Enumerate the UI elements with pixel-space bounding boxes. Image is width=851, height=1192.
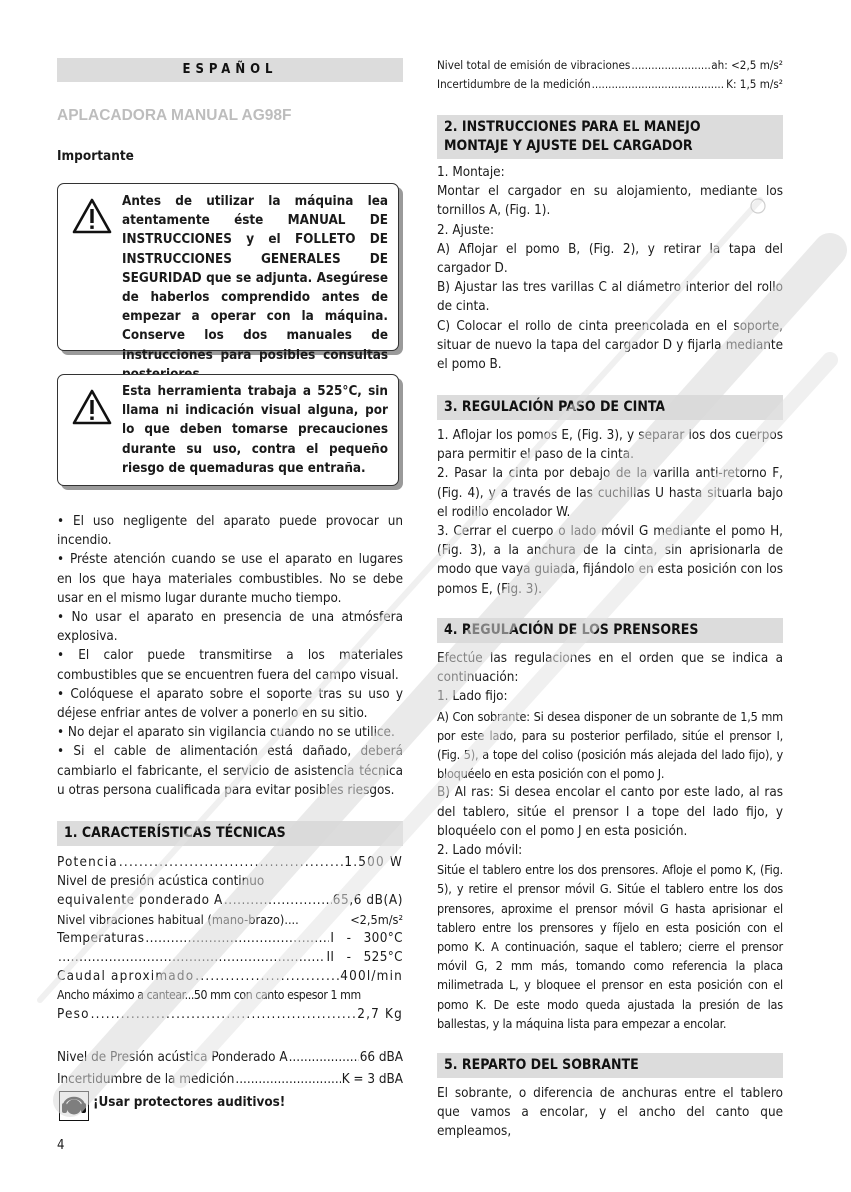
warning-text-manual: Antes de utilizar la máquina lea atentamente éste MANUAL DE INSTRUCCIONES y el FOLLETO DE INSTRUCCIONES GENERALES DE SEGURIDAD que se adjunta. Asegúrese de haberlos comprendido antes de empezar a operar con la máquina. Conserve los dos manuales de instrucciones para posibles consultas [122, 194, 388, 363]
spec-label-ponderado: equivalente ponderado A [57, 893, 223, 908]
paragraph: Sitúe el tablero entre los dos prensores. Afloje el pomo K, (Fig. 5), y retire el prensor móvil G. Sitúe el tablero entre los dos prensores, aproxime el prensor móvil G hasta aprisionar el tablero entre los prensores y fíjelo en esta posición con el pomo K. A continuación, saque el tablero; cierre el prensor móvil G, 2 mm más, tomando como referencia la placa milimetrada L, y bloquee el prensor en esta posición con el pomo K. De este modo queda ajustada la presión de las ballestas, y la máquina lista para empezar a encolar. [437, 862, 783, 1031]
ear-protection-row [57, 1091, 403, 1123]
paragraph: 1. Lado fijo: [437, 689, 508, 705]
vib-emission-label: Nivel total de emisión de vibraciones [437, 58, 631, 72]
paragraph: B) Ajustar las tres varillas C al diámetro interior del rollo de cinta. [437, 280, 783, 315]
section-2-body [437, 163, 783, 374]
paragraph: Efectúe las regulaciones en el orden que se indica a continuación: [437, 651, 783, 686]
spec-value-incertidumbre: K = 3 dBA [341, 1072, 403, 1087]
spec-value-peso: 2,7 Kg [357, 1007, 403, 1022]
section-4-body [437, 649, 783, 1033]
spec-value-presion: 66 dBA [359, 1050, 403, 1065]
ear-protection-text: ¡Usar protectores auditivos! [93, 1095, 286, 1110]
safety-list [57, 512, 403, 800]
paragraph: 3. Cerrar el cuerpo o lado móvil G mediante el pomo H, (Fig. 3), a la anchura de la cinta, sin aprisionarla de modo que vaya guiada, fijándolo en esta posición con los pomos E, (Fig. 3). [437, 524, 783, 597]
tech-specs [57, 853, 403, 1024]
vib-incert-value: K: 1,5 m/s² [726, 77, 783, 91]
safety-item: • Préste atención cuando se use el aparato en lugares en los que haya materiales combustibles. No se debe usar en el mismo lugar durante mucho tiempo. [57, 552, 403, 606]
safety-item: • No usar el aparato en presencia de una atmósfera explosiva. [57, 610, 403, 645]
document-title: APLACADORA MANUAL AG98F [57, 107, 292, 124]
spec-ancho: Ancho máximo a cantear...50 mm con canto espesor 1 mm [57, 988, 361, 1002]
paragraph: Montar el cargador en su alojamiento, mediante los tornillos A, (Fig. 1). [437, 184, 783, 219]
page-number: 4 [57, 1138, 65, 1153]
warning-triangle-icon [72, 389, 112, 425]
section-4-heading: 4. REGULACIÓN DE LOS PRENSORES [437, 618, 783, 643]
section-3-heading: 3. REGULACIÓN PASO DE CINTA [437, 395, 783, 420]
paragraph: C) Colocar el rollo de cinta preencolada en el soporte, situar de nuevo la tapa del cargador D y fijarla mediante el pomo B. [437, 318, 783, 373]
safety-item: • El uso negligente del aparato puede provocar un incendio. [57, 514, 403, 549]
paragraph: B) Al ras: Si desea encolar el canto por este lado, al ras del tablero, sitúe el prensor I a tope del lado fijo, y bloquéelo con el pomo J en esta posición. [437, 785, 783, 839]
section-5-body [437, 1084, 783, 1142]
spec-value-ponderado: 65,6 dB(A) [332, 893, 403, 908]
spec-label-vibraciones: Nivel vibraciones habitual (mano-brazo).... [57, 912, 299, 927]
safety-item: • No dejar el aparato sin vigilancia cuando no se utilice. [57, 725, 395, 741]
safety-item: • El calor puede transmitirse a los materiales combustibles que se encuentren fuera del campo visual. [57, 648, 403, 683]
ear-protection-icon [59, 1091, 89, 1121]
spec-label-potencia: Potencia [57, 855, 118, 870]
paragraph: A) Con sobrante: Si desea disponer de un sobrante de 1,5 mm por este lado, para su posterior perfilado, sitúe el prensor I, (Fig. 5), a tope del coliso (posición más alejada del lado fijo), y bloquéelo en esta posición con el pomo J. [437, 708, 783, 782]
safety-item: • Si el cable de alimentación está dañado, deberá cambiarlo el fabricante, el servicio de asistencia técnica u otras persona cualificada para evitar posibles riesgos. [57, 744, 403, 798]
section-3-body [437, 426, 783, 599]
acoustic-specs [57, 1047, 403, 1091]
spec-value-caudal: 400l/min [340, 969, 403, 984]
vib-emission-value: ah: <2,5 m/s² [711, 58, 783, 72]
paragraph: A) Aflojar el pomo B, (Fig. 2), y retirar la tapa del cargador D. [437, 241, 783, 277]
paragraph: 1. Montaje: [437, 165, 505, 180]
warning-box-heat [57, 374, 399, 486]
vib-incert-label: Incertidumbre de la medición [437, 77, 591, 91]
paragraph: 2. Ajuste: [437, 222, 495, 238]
section-2-title-line1: 2. INSTRUCCIONES PARA EL MANEJO [444, 119, 701, 135]
section-2-title-line2: MONTAJE Y AJUSTE DEL CARGADOR [444, 138, 693, 154]
language-header: ESPAÑOL [57, 58, 403, 82]
important-heading: Importante [57, 148, 134, 164]
section-2-heading [437, 115, 783, 159]
spec-value-temp-2: II - 525°C [326, 950, 403, 965]
spec-label-presion: Nivel de Presión acústica Ponderado A [57, 1050, 288, 1065]
paragraph: El sobrante, o diferencia de anchuras entre el tablero que vamos a encolar, y el ancho del canto que empleamos, [437, 1086, 783, 1140]
spec-label-nivel: Nivel de presión acústica continuo [57, 874, 265, 889]
spec-label-caudal: Caudal aproximado [57, 969, 195, 984]
section-5-heading: 5. REPARTO DEL SOBRANTE [437, 1053, 783, 1078]
paragraph: 2. Lado móvil: [437, 843, 523, 859]
spec-value-temp-1: I - 300°C [330, 931, 403, 946]
warning-triangle-icon [72, 198, 112, 234]
vibration-specs [437, 56, 783, 94]
spec-value-potencia: 1.500 W [344, 855, 403, 870]
spec-label-peso: Peso [57, 1007, 90, 1022]
spec-label-incertidumbre: Incertidumbre de la medición [57, 1072, 235, 1087]
paragraph: 2. Pasar la cinta por debajo de la varilla anti-retorno F, (Fig. 4), y a través de las cuchillas U hasta situarla bajo el rodillo encolador W. [437, 466, 783, 520]
warning-text-heat: Esta herramienta trabaja a 525°C, sin llama ni indicación visual alguna, por lo que deben tomarse precauciones durante su uso, contra el pequeño riesgo de quemaduras que entraña. [122, 384, 388, 476]
spec-value-vibraciones: <2,5m/s² [350, 912, 403, 927]
paragraph: 1. Aflojar los pomos E, (Fig. 3), y separar los dos cuerpos para permitir el paso de la cinta. [437, 428, 783, 463]
safety-item: • Colóquese el aparato sobre el soporte tras su uso y déjese enfriar antes de volver a ponerlo en su sitio. [57, 686, 403, 722]
spec-label-temperaturas: Temperaturas [57, 931, 145, 946]
section-1-heading: 1. CARACTERÍSTICAS TÉCNICAS [57, 821, 403, 846]
warning-box-manual [57, 183, 399, 363]
